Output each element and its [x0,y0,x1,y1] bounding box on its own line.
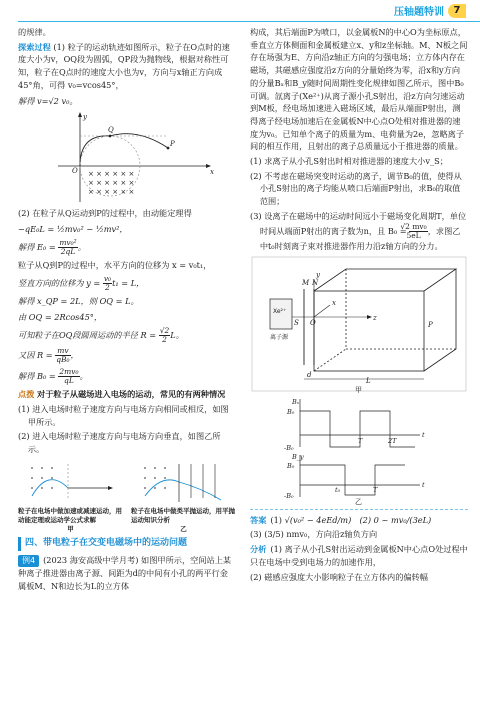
tip-caption-a-tag: 甲 [67,524,74,533]
question-3: (3) 设离子在磁场中的运动时间远小于磁场变化周期T，单位时间从端面P射出的离子数为n，且 B₀ = $\frac{\text{√2 mv₀}}{5eL}$ ，求图乙中t₀时刻离子束对推进器作用力沿z轴方向的分力。 [250,210,467,252]
page-header [0,0,480,22]
section-4-heading: 四、带电粒子在交变电磁场中的运动问题 [18,537,236,551]
label-O: O [72,167,78,176]
x-axis [58,164,211,168]
example-label: 例4 [18,555,39,567]
left-column [18,26,236,594]
tip-item-1: (1) 进入电场时粒子速度方向与电场方向相同或相反，如图甲所示。 [18,403,229,427]
problem-body: 构成，其后端面P为喷口，以金属板N的中心O为坐标原点，垂直立方体侧面和金属板建立x、y和z坐标轴。M、N板之间存在场强为E、方向沿z轴正方向的匀强电场；立方体内存在磁场，其磁感应强度沿z方向的分量始终为零，沿x和y方向的分量Bₓ和B_y随时间周期性变化规律如图乙所示，图中B₀可调。氙离子(Xe²⁺)从离子源小孔S射出，沿z方向匀速运动到M板，经电场加速进入磁场区域，最后从端面P射出，测得离子经电场加速后在金属板N中心点O处相对推进器的速度为v₀。已知单个离子的质量为m、电荷量为2e，忽略离子间的相互作用，且射出的离子总质量远小于推进器的质量。 [250,27,468,152]
point-P [167,147,170,150]
label-t-a: t [422,430,425,439]
tip-caption-a: 粒子在电场中做加速或减速运动，用动能定理或运动学公式求解 [18,507,122,525]
answer-line-1: 答案 (1) √(v₀² − 4eEd/m) (2) 0 ~ mv₀/(3eL) [250,514,432,525]
label-M: M [302,278,310,287]
part2-text: (2) 在粒子从Q运动到P的过程中，由动能定理得 [18,208,192,219]
label-t0: t₀ [335,485,341,494]
header-rule [18,21,480,22]
solve-v: 解得 v=√2 v₀。 [18,95,78,106]
r2-eq: 又因 R = $\frac{mv}{\text{qB₀}}$ ， [18,346,79,365]
label-Bx: Bₓ [292,397,300,406]
label-T-a: T [358,436,363,445]
label-N: N [312,278,319,287]
svg-text:× × × × × ×: × × × × × × [88,179,135,188]
t-text: 粒子从Q到P的过程中，水平方向的位移为 x = v₀t₁， [18,260,212,271]
label-L: L [366,376,371,385]
oq-eq: 由 OQ = 2Rcos45°， [18,312,103,323]
field-time-graph [250,395,468,505]
arc-path [80,136,110,166]
explore-paragraph [18,41,236,92]
field-marks [88,170,134,196]
answer-label: 答案 [250,514,267,525]
xqp-eq: 解得 x_QP = 2L，则 OQ = L。 [18,296,139,307]
label-O2: O [310,318,316,327]
label-y: y [83,113,87,122]
thruster-figure [250,255,468,395]
xe-label: Xe²⁺ [273,307,287,315]
tip-paragraph [18,388,236,401]
tip-label: 点拨 [18,389,35,400]
eq2: 解得 E₀ = $\frac{\text{mv₀²}}{2qL}$ 。 [18,237,86,256]
label-t-b: t [422,480,425,489]
label-y2: y [316,270,320,279]
track-b [145,480,221,500]
tip-figure-b [131,458,236,534]
analysis-2: (2) 磁感应强度大小影响粒子在立方体内的偏转幅 [250,571,428,582]
example-text: (2023 海安高级中学月考) 如图甲所示，空间站上某种离子推进器由离子源、间距为d的中间有小孔的两平行金属板M、N和边长为L的立方体 [18,554,232,591]
analysis-label: 分析 [250,544,267,555]
label-z: z [373,313,377,322]
by-graph [300,455,420,497]
tip-figure-b-drawing [131,458,236,504]
label-S: S [294,318,299,327]
tip-caption-b-tag: 乙 [180,524,187,533]
header-title: 压轴题特训 [394,7,444,18]
analysis-1: 分析 (1) 离子从小孔S射出运动到金属板N中心点O处过程中只在电场中受到电场力的加速作用， [250,544,468,567]
track-a [32,479,68,495]
y-axis [78,112,82,202]
label-B0-a: B₀ [287,407,295,416]
label-2T-a: 2T [388,436,397,445]
right-column [250,26,468,585]
label-P2: P [428,320,433,329]
svg-text:× × × × × ×: × × × × × × [88,170,135,179]
question-1: (1) 求离子从小孔S射出时相对推进器的速度大小v_S； [250,156,448,167]
trajectory-figure [18,110,236,205]
answer-line-2: (3) (3/5) nmv₀，方向沿z轴负方向 [250,529,378,540]
b-eq: 解得 B₀ = $\frac{\text{2mv₀}}{qL}$ 。 [18,366,88,385]
tip-figures [18,458,236,534]
field-dots-a [31,467,53,489]
label-negB0-a: -B₀ [284,443,294,452]
label-By: B_y [292,452,304,461]
example-4 [18,554,236,593]
tip-figure-a [18,458,123,534]
cube [314,269,456,371]
label-P: P [170,140,175,149]
label-B0-b: B₀ [287,461,295,470]
label-Q: Q [108,126,114,135]
point-Q [109,135,112,138]
page-number: 7 [448,4,466,18]
r-eq: 可知粒子在OQ段圆周运动的半径 R = $\frac{√2}{2}$ L。 [18,325,184,344]
tip-text: 对于粒子从磁场进入电场的运动，常见的有两种情况 [37,389,226,400]
parabola-path [110,134,168,148]
label-negB0-b: -B₀ [284,491,294,500]
explore-text: (1) 粒子的运动轨迹如图所示，粒子在O点时的速度大小为v，OQ段为圆弧，QP段为抛物线，根据对称性可知，粒子在Q点时的速度大小也为v，方向与x轴正方向成45°角，可得 v₀=vcos45°， [18,41,230,90]
label-d: d [307,370,312,379]
answer-divider [250,509,468,510]
y-eq: 竖直方向的位移为 y = $\frac{\text{v₀}}{2}$ t₁ = L， [18,273,145,293]
question-2: (2) 不考虑在磁场突变时运动的离子，调节B₀的值，使得从小孔S射出的离子均能从喷口后端面P射出，求B₀的取值范围； [250,170,462,207]
label-T-b: T [373,485,378,494]
label-x: x [210,168,214,177]
intro-text: 的规律。 [18,27,51,37]
eq1: −qE₀L = ½mv₀² − ½mv²， [18,223,128,234]
explore-label: 探索过程 [18,41,51,52]
label-x2: x [332,298,336,307]
tip-figure-a-drawing [18,458,123,504]
tip-caption-b: 粒子在电场中做类平抛运动，用平抛运动知识分析 [131,507,235,525]
ion-source-label: 离子源 [270,333,289,341]
tip-item-2: (2) 进入电场时粒子速度方向与电场方向垂直，如图乙所示。 [18,431,221,455]
figure-b-caption: 乙 [355,497,362,505]
figure-a-caption: 甲 [355,385,362,394]
svg-text:× × × × × ×: × × × × × × [88,188,135,197]
